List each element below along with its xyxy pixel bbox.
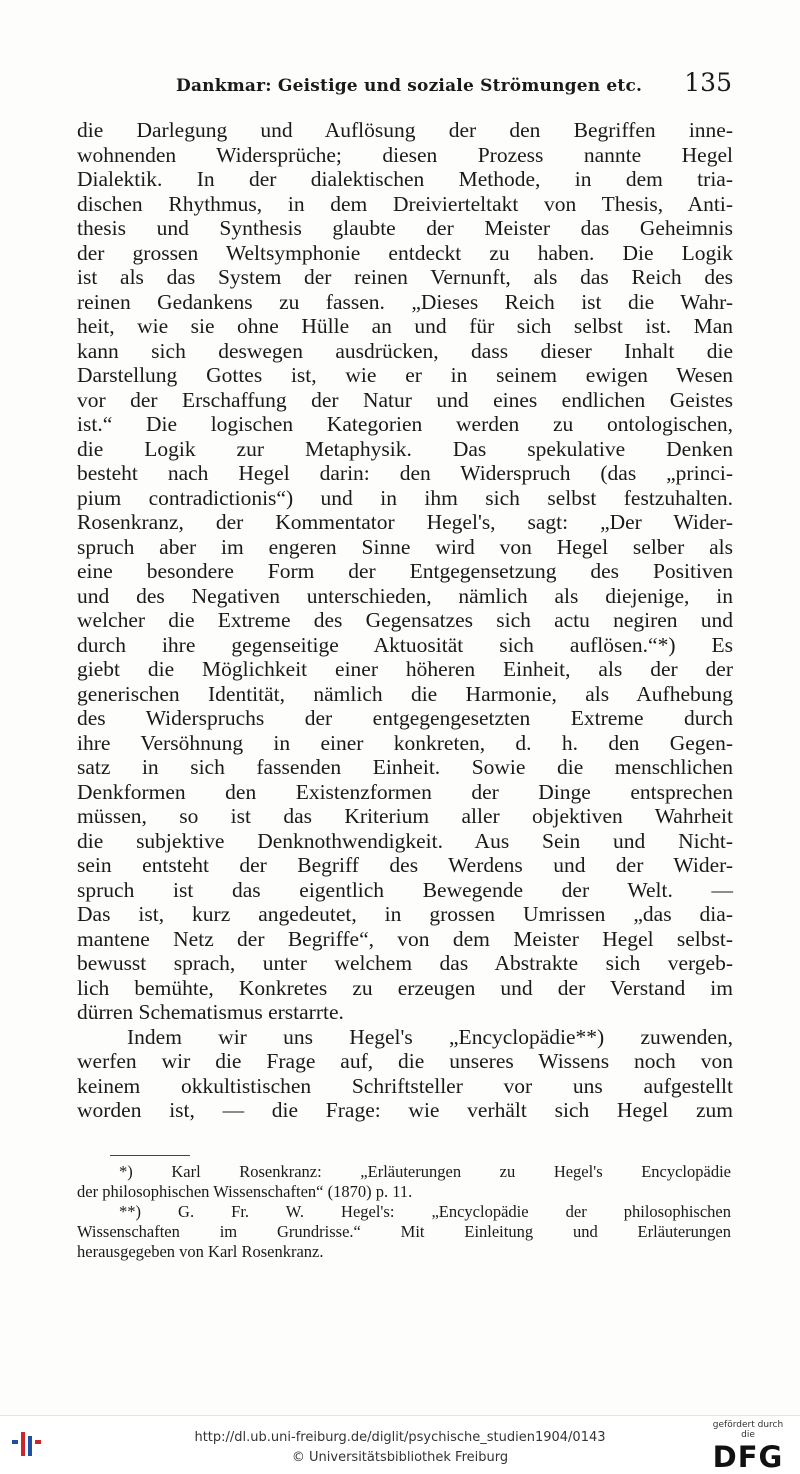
text-line: der grossen Weltsymphonie entdeckt zu haben. Die Logik [77,240,733,265]
text-line: Indem wir uns Hegel's „Encyclopädie**) zuwenden, [127,1024,733,1049]
text-line: bewusst sprach, unter welchem das Abstrakte sich vergeb- [77,951,733,975]
footnote-line: *) Karl Rosenkranz: „Erläuterungen zu Hegel's Encyclopädie [119,1162,731,1181]
text-line: werfen wir die Frage auf, die unseres Wissens noch von [77,1049,733,1073]
text-line: kann sich deswegen ausdrücken, dass dieser Inhalt die [77,338,733,363]
text-line: heit, wie sie ohne Hülle an und für sich selbst ist. Man [77,314,733,338]
text-line: die subjektive Denknothwendigkeit. Aus Sein und Nicht- [77,828,733,853]
text-line: wohnenden Widersprüche; diesen Prozess nannte Hegel [77,142,733,167]
footnote-line: herausgegeben von Karl Rosenkranz. [77,1242,324,1261]
text-line: sein entsteht der Begriff des Werdens und der Wider- [77,853,733,877]
text-line: lich bemühte, Konkretes zu erzeugen und der Verstand im [77,975,733,1000]
text-line: ist.“ Die logischen Kategorien werden zu ontologischen, [77,412,733,436]
copyright-text: © Universitätsbibliothek Freiburg [291,1450,509,1465]
text-line: satz in sich fassenden Einheit. Sowie die menschlichen [77,755,733,779]
text-line: die Logik zur Metaphysik. Das spekulative Denken [77,436,733,461]
text-line: eine besondere Form der Entgegensetzung des Positiven [77,559,733,583]
text-line: giebt die Möglichkeit einer höheren Einheit, als der der [77,657,733,681]
text-line: pium contradictionis“) und in ihm sich selbst festzuhalten. [77,485,733,510]
viewer-footer [0,1415,800,1473]
text-line: dischen Rhythmus, in dem Dreivierteltakt von Thesis, Anti- [77,191,733,216]
text-line: mantene Netz der Begriffe“, von dem Meister Hegel selbst- [77,926,733,951]
running-head: Dankmar: Geistige und soziale Strömungen etc. [176,76,643,96]
text-line: worden ist, — die Frage: wie verhält sich Hegel zum [77,1098,733,1122]
text-line: durch ihre gegenseitige Aktuosität sich auflösen.“*) Es [77,632,733,657]
text-line: dürren Schematismus erstarrte. [77,1000,344,1024]
footnote-line: der philosophischen Wissenschaften“ (1870) p. 11. [77,1182,413,1201]
text-line: keinem okkultistischen Schriftsteller vor uns aufgestellt [77,1073,733,1098]
text-line: besteht nach Hegel darin: den Widerspruch (das „princi- [77,461,733,485]
text-line: die Darlegung und Auflösung der den Begriffen inne- [77,118,733,142]
text-line: spruch aber im engeren Sinne wird von Hegel selber als [77,534,733,559]
text-line: generischen Identität, nämlich die Harmonie, als Aufhebung [77,681,733,706]
page-number: 135 [684,68,732,97]
footnote-line: **) G. Fr. W. Hegel's: „Encyclopädie der philosophischen [119,1202,731,1221]
text-line: Denkformen den Existenzformen der Dinge entsprechen [77,779,733,804]
text-line: vor der Erschaffung der Natur und eines endlichen Geistes [77,387,733,412]
text-line: welcher die Extreme des Gegensatzes sich actu negiren und [77,608,733,632]
page-header [78,68,732,108]
permalink-url[interactable]: http://dl.ub.uni-freiburg.de/diglit/psychische_studien1904/0143 [194,1430,606,1445]
text-line: Rosenkranz, der Kommentator Hegel's, sagt: „Der Wider- [77,510,733,534]
footnote-divider [110,1155,190,1156]
dfg-logo-icon: DFG [712,1440,784,1474]
text-line: müssen, so ist das Kriterium aller objektiven Wahrheit [77,804,733,828]
text-line: des Widerspruchs der entgegengesetzten Extreme durch [77,706,733,730]
text-line: ihre Versöhnung in einer konkreten, d. h. den Gegen- [77,730,733,755]
text-line: und des Negativen unterschieden, nämlich als diejenige, in [77,583,733,608]
body-text [77,118,733,1123]
text-line: ist als das System der reinen Vernunft, als das Reich des [77,265,733,289]
footnote-line: Wissenschaften im Grundrisse.“ Mit Einleitung und Erläuterungen [77,1222,731,1241]
text-line: reinen Gedankens zu fassen. „Dieses Reich ist die Wahr- [77,289,733,314]
dfg-caption: gefördert durch die [712,1420,784,1440]
text-line: Das ist, kurz angedeutet, in grossen Umrissen „das dia- [77,902,733,926]
footnotes [77,1162,731,1262]
text-line: Dialektik. In der dialektischen Methode, in dem tria- [77,167,733,191]
text-line: Darstellung Gottes ist, wie er in seinem ewigen Wesen [77,363,733,387]
dfg-logo-block [706,1420,790,1474]
text-line: thesis und Synthesis glaubte der Meister das Geheimnis [77,216,733,240]
text-line: spruch ist das eigentlich Bewegende der Welt. — [77,877,733,902]
